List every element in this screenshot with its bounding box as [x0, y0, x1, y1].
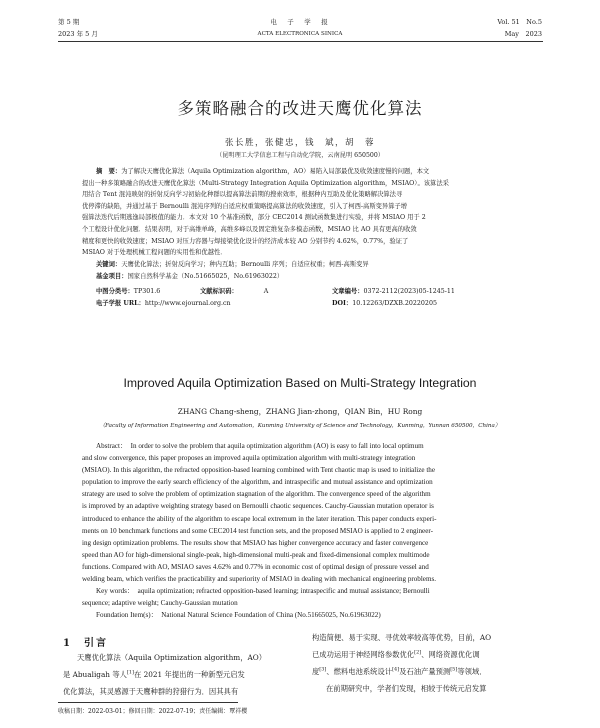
- abstract-cn-line: MSIAO 对于处理机械工程问题的实用性和优越性．: [82, 249, 227, 257]
- abstract-en-line: speed than AO for high-dimensional single-peak, high-dimensional multi-peak and fixed-dimensional complex multimode: [82, 550, 430, 559]
- body-line: 优化算法，其灵感源于天鹰种群的狩猎行为．因其具有: [63, 687, 239, 696]
- abstract-en-label: Abstract：: [96, 442, 124, 450]
- abstract-en-line: In order to solve the problem that aquila optimization algorithm (AO) is easy to fall into local optimum: [130, 442, 424, 450]
- abstract-cn-line: 精度和更快的收敛速度；MSIAO 对压力容器与焊接梁优化设计的经济成本较 AO 分别节约 4.62%，0.77%，验证了: [82, 237, 409, 245]
- keywords-en-line: aquila optimization; refracted opposition-based learning; intraspecific and mutual assistance; Bernoulli: [137, 587, 430, 596]
- keywords-cn-text: 天鹰优化算法；折射反向学习；种内互助；Bernoulli 序列；自适应权重；柯西-高斯变异: [121, 261, 369, 268]
- header-date-en: May 2023: [504, 30, 542, 38]
- abstract-en: [82, 440, 522, 621]
- journal-url-link[interactable]: http://www.ejournal.org.cn: [144, 300, 231, 307]
- title-en: Improved Aquila Optimization Based on Multi-Strategy Integration: [123, 376, 477, 390]
- abstract-en-line: functions. Compared with AO, MSIAO saves 4.62% and 0.77% in economic cost of optimal design of pressure vessel and: [82, 562, 429, 571]
- header-volume: Vol. 51 No.5: [497, 18, 542, 26]
- abstract-cn-line: 优停滞的缺陷，并通过基于 Bernoulli 混沌序列的自适应权重策略提高算法的收敛速度，引入了柯西-高斯变异算子增: [82, 202, 408, 210]
- keywords-en-line: sequence; adaptive weight; Cauchy-Gaussian mutation: [82, 599, 238, 608]
- abstract-en-line: ing design optimization problems. The results show that MSIAO has higher convergence accuracy and faster convergence: [82, 538, 429, 547]
- header-journal-en: ACTA ELECTRONICA SINICA: [257, 31, 343, 37]
- fund-en-text: National Natural Science Foundation of China (No.51665025, No.61963022): [161, 611, 381, 620]
- journal-url: [96, 298, 231, 307]
- affiliation-en: （Faculty of Information Engineering and Automation，Kunming University of Science and Technology，Kunming，Yunnan 650500，China）: [99, 423, 501, 429]
- abstract-cn-line: 用结合 Tent 混沌映射的折射反向学习初始化种群以提高算法前期的搜索效率，根据种内互助及优化策略解决算法寻: [82, 191, 403, 199]
- doi-link[interactable]: 10.12263/DZXB.20220205: [352, 300, 437, 307]
- body-right-column: [312, 629, 542, 697]
- abstract-en-line: ments on 10 benchmark functions and some CEC2014 test function sets, and the proposed MSIAO is applied to 2 engineer-: [82, 526, 433, 535]
- doi-label: DOI：: [332, 300, 353, 307]
- keywords-en-label: Key words：: [96, 587, 131, 596]
- title-cn: 多策略融合的改进天鹰优化算法: [177, 99, 423, 118]
- doc-code-label: 文献标识码：: [200, 288, 238, 295]
- abstract-cn-line: 提出一种多策略融合的改进天鹰优化算法（Multi-Strategy Integration Aquila Optimization algorithm，MSIAO）。该算法采: [82, 179, 449, 187]
- abstract-en-line: (MSIAO). In this algorithm, the refracted opposition-based learning combined with Tent chaotic map is used to initialize the: [82, 466, 435, 475]
- authors-en: ZHANG Chang-sheng，ZHANG Jian-zhong，QIAN Bin，HU Rong: [177, 407, 423, 416]
- section-heading: 1 引言: [63, 638, 108, 649]
- header-date-cn: 2023 年 5 月: [58, 30, 98, 38]
- doc-code: [200, 286, 268, 295]
- abstract-en-line: and slow convergence, this paper proposes an improved aquila optimization algorithm with multi-strategy integration: [82, 454, 416, 463]
- clc: [96, 286, 160, 295]
- clc-label: 中图分类号：: [96, 288, 134, 295]
- keywords-cn: [82, 259, 522, 271]
- header-rule: [58, 41, 543, 42]
- abstract-en-line: introduced to enhance the ability of the algorithm to escape local extremum in the later iteration. This paper conducts experi-: [82, 514, 437, 523]
- fund-en-label: Foundation Item(s)：: [96, 611, 155, 620]
- abstract-en-line: welding beam, which verifies the practicability and superiority of MSIAO in dealing with mechanical engineering problems.: [82, 575, 436, 584]
- abstract-en-line: strategy are used to solve the problem of optimization stagnation of the algorithm. The convergence speed of the algorithm: [82, 490, 431, 499]
- url-label: 电子学报 URL：: [96, 300, 145, 307]
- clc-value: TP301.6: [133, 288, 161, 295]
- abstract-en-line: is improved by an adaptive weighting strategy based on Bernoulli chaotic sequences. Cauchy-Gaussian mutation operator is: [82, 502, 434, 511]
- fund-cn-label: 基金项目：: [96, 273, 128, 280]
- abstract-cn-line: 个工程设计优化问题．结果表明，对于高维单峰，高维多峰以及固定维复杂多模态函数，MSIAO 比 AO 具有更高的收敛: [82, 225, 417, 233]
- keywords-cn-label: 关键词：: [96, 261, 122, 268]
- body-line: 天鹰优化算法（Aquila Optimization algorithm，AO）: [77, 653, 267, 662]
- fund-cn-text: 国家自然科学基金（No.51665025，No.61963022）: [127, 273, 284, 280]
- body-line: 是 Abualigah 等人[1]在 2021 年提出的一种新型元启发: [63, 669, 245, 679]
- header-journal-cn: 电 子 学 报: [270, 18, 330, 26]
- body-line: 构造简便、易于实现、寻优效率较高等优势，目前，AO: [312, 633, 492, 642]
- doc-code-value: A: [263, 288, 269, 295]
- abstract-cn-line: 为了解决天鹰优化算法（Aquila Optimization algorithm，AO）易陷入局部最优及收敛速度慢的问题，本文: [121, 168, 430, 175]
- article-no: [332, 286, 455, 295]
- header-issue: 第 5 期: [58, 18, 80, 26]
- body-line: 在前期研究中，学者们发现，相较于传统元启发算: [326, 684, 487, 693]
- abstract-cn-label: 摘 要：: [96, 168, 122, 175]
- fund-cn: [82, 271, 522, 283]
- body-left-column: [63, 649, 291, 700]
- authors-cn: 张长胜，张健忠，钱 斌，胡 蓉: [224, 138, 375, 148]
- doi: [332, 298, 437, 307]
- article-no-value: 0372-2112(2023)05-1245-11: [363, 288, 455, 295]
- abstract-cn: [82, 166, 522, 259]
- affiliation-cn: （昆明理工大学信息工程与自动化学院，云南昆明 650500）: [216, 152, 384, 159]
- footnote-dates: 收稿日期：2022-03-01；修回日期：2022-07-19；责任编辑：覃祥樱: [58, 708, 248, 715]
- body-line: 度[3]、燃料电池系统设计[4]及石油产量预测[5]等领域．: [312, 666, 487, 676]
- body-line: 已成功运用于神经网络参数优化[2]、网络资源优化调: [312, 649, 480, 659]
- article-no-label: 文章编号：: [332, 288, 364, 295]
- abstract-en-line: population to improve the early search efficiency of the algorithm, and intraspecific and mutual assistance and optimization: [82, 478, 433, 487]
- footnote-rule: [58, 702, 238, 703]
- abstract-cn-line: 强算法迭代后期逃逸局部极值的能力．本文对 10 个基准函数，部分 CEC2014 测试函数集进行实验，并将 MSIAO 用于 2: [82, 214, 426, 222]
